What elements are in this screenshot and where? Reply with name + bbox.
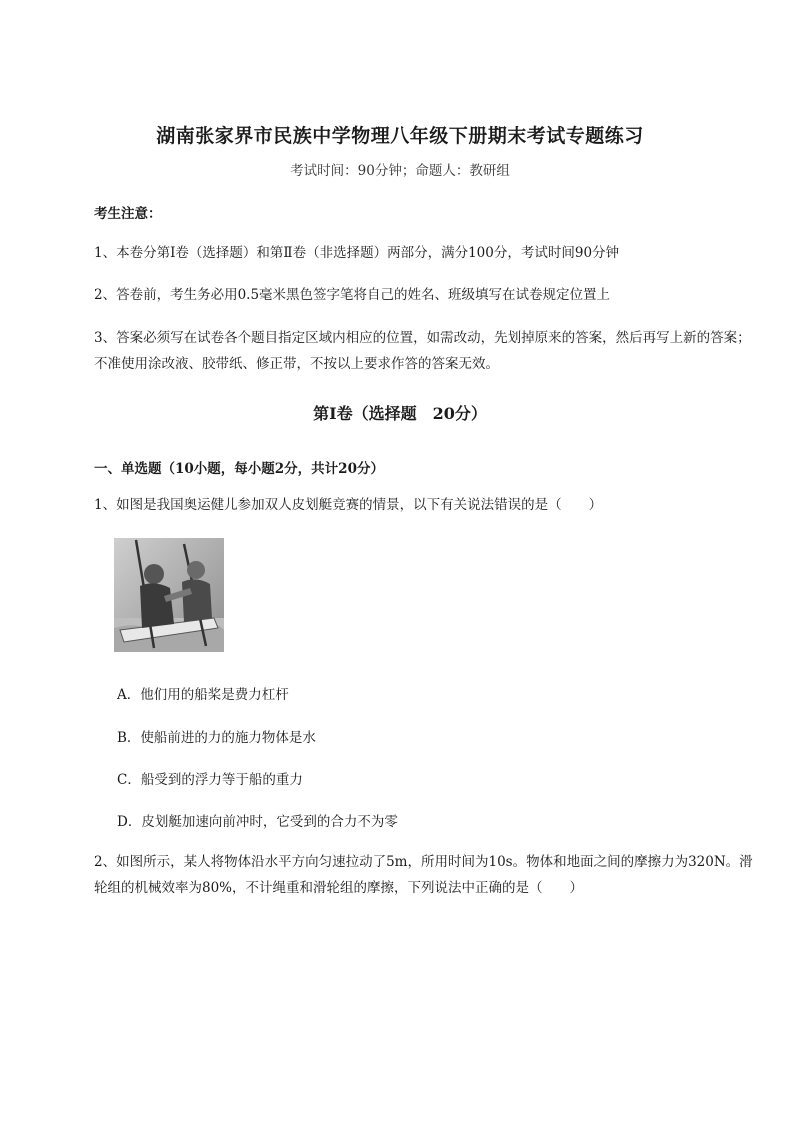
kayak-photo [114,538,224,652]
page-subtitle: 考试时间：90分钟；命题人：教研组 [290,163,510,179]
question-1-option-d: D．皮划艇加速向前冲时，它受到的合力不为零 [117,814,398,830]
question-1-stem: 1、如图是我国奥运健儿参加双人皮划艇竞赛的情景，以下有关说法错误的是（ ） [94,497,603,513]
question-1-option-a: A．他们用的船桨是费力杠杆 [117,687,289,703]
notice-item-3: 3、答案必须写在试卷各个题目指定区域内相应的位置，如需改动，先划掉原来的答案，然后再写上新的答案；不准使用涂改液、胶带纸、修正带，不按以上要求作答的答案无效。 [94,330,751,372]
notice-item-2: 2、答卷前，考生务必用0.5毫米黑色签字笔将自己的姓名、班级填写在试卷规定位置上 [94,287,611,303]
question-1-option-c: C．船受到的浮力等于船的重力 [117,772,303,788]
notice-heading: 考生注意： [94,206,162,222]
part-heading: 一、单选题（10小题，每小题2分，共计20分） [94,461,384,477]
notice-item-1: 1、本卷分第Ⅰ卷（选择题）和第Ⅱ卷（非选择题）两部分，满分100分，考试时间90分钟 [94,245,620,261]
question-2-stem: 2、如图所示，某人将物体沿水平方向匀速拉动了5m，所用时间为10s。物体和地面之间的摩擦力为320N。滑轮组的机械效率为80%，不计绳重和滑轮组的摩擦，下列说法中正确的是（ ） [94,854,753,896]
question-1-option-b: B．使船前进的力的施力物体是水 [117,730,316,746]
page-title: 湖南张家界市民族中学物理八年级下册期末考试专题练习 [156,125,644,147]
section-title: 第Ⅰ卷（选择题 20分） [313,404,487,423]
